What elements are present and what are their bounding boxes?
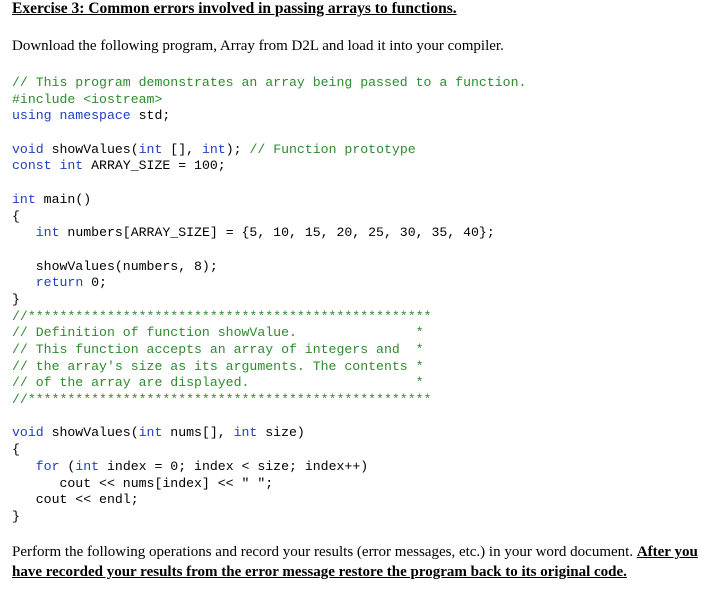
keyword: for [35, 458, 60, 474]
code-indent [12, 225, 36, 240]
keyword: void [12, 141, 44, 157]
code-text: ( [59, 458, 76, 474]
instructions-text: Perform the following operations and record your results (error messages, etc.) in your word document. [12, 544, 637, 560]
code-line-19: // of the array are displayed. * [12, 375, 424, 391]
code-text: [], [162, 141, 202, 157]
code-text: showValues( [43, 425, 139, 441]
code-text: showValues( [43, 141, 139, 157]
code-line-8 [12, 192, 526, 209]
code-indent [12, 275, 36, 290]
keyword: using namespace [12, 108, 131, 124]
code-line-25: cout << nums[index] << " "; [12, 475, 274, 491]
code-line-16: // Definition of function showValue. * [12, 325, 424, 341]
exercise-heading: Exercise 3: Common errors involved in passing arrays to functions. [12, 0, 457, 17]
code-text: 0; [83, 275, 107, 291]
code-line-15: //*************************************************** [12, 308, 432, 324]
code-line-10 [12, 225, 526, 242]
code-line-18: // the array's size as its arguments. The contents * [12, 358, 424, 374]
keyword: int [138, 425, 163, 441]
code-line-22 [12, 425, 526, 442]
code-text: std; [130, 108, 171, 124]
keyword: int [233, 425, 258, 441]
code-line-14: } [12, 291, 20, 307]
code-line-17: // This function accepts an array of integers and * [12, 342, 424, 357]
code-line-27: } [12, 508, 20, 524]
code-line-5 [12, 142, 526, 159]
code-line-13 [12, 275, 526, 292]
code-line-blank [12, 175, 526, 192]
code-line-2: #include <iostream> [12, 91, 163, 107]
instructions-paragraph [12, 542, 717, 582]
code-line-12: showValues(numbers, 8); [12, 258, 218, 274]
code-text: index = 0; index < size; index++) [99, 458, 369, 474]
code-line-blank [12, 125, 526, 142]
instructions-emphasis: After you have recorded your results from the error message restore the program back to its original code. [12, 544, 698, 580]
keyword: int [75, 458, 100, 474]
code-listing [12, 75, 526, 526]
code-text: ARRAY_SIZE = 100; [83, 158, 226, 174]
code-comment: // Function prototype [249, 141, 416, 157]
keyword: int [201, 141, 226, 157]
code-line-1: // This program demonstrates an array being passed to a function. [12, 75, 527, 90]
code-indent [12, 459, 36, 474]
code-line-24 [12, 459, 526, 476]
keyword: int [12, 191, 36, 207]
code-text: nums[], [162, 425, 234, 441]
code-line-23: { [12, 442, 20, 458]
code-text: main() [35, 191, 92, 207]
code-line-20: //*************************************************** [12, 392, 432, 408]
code-line-blank [12, 409, 526, 426]
keyword: return [35, 275, 84, 291]
code-line-blank [12, 242, 526, 259]
keyword: const int [12, 158, 84, 174]
code-text: numbers[ARRAY_SIZE] = {5, 10, 15, 20, 25, 30, 35, 40}; [59, 225, 495, 241]
keyword: int [35, 225, 60, 241]
code-text: size) [257, 425, 305, 441]
keyword: int [138, 141, 163, 157]
code-line-9: { [12, 208, 20, 224]
intro-text: Download the following program, Array from D2L and load it into your compiler. [12, 38, 504, 54]
code-text: ); [225, 141, 250, 157]
code-line-26: cout << endl; [12, 492, 139, 508]
code-line-6 [12, 158, 526, 175]
code-line-3 [12, 108, 526, 125]
keyword: void [12, 425, 44, 441]
